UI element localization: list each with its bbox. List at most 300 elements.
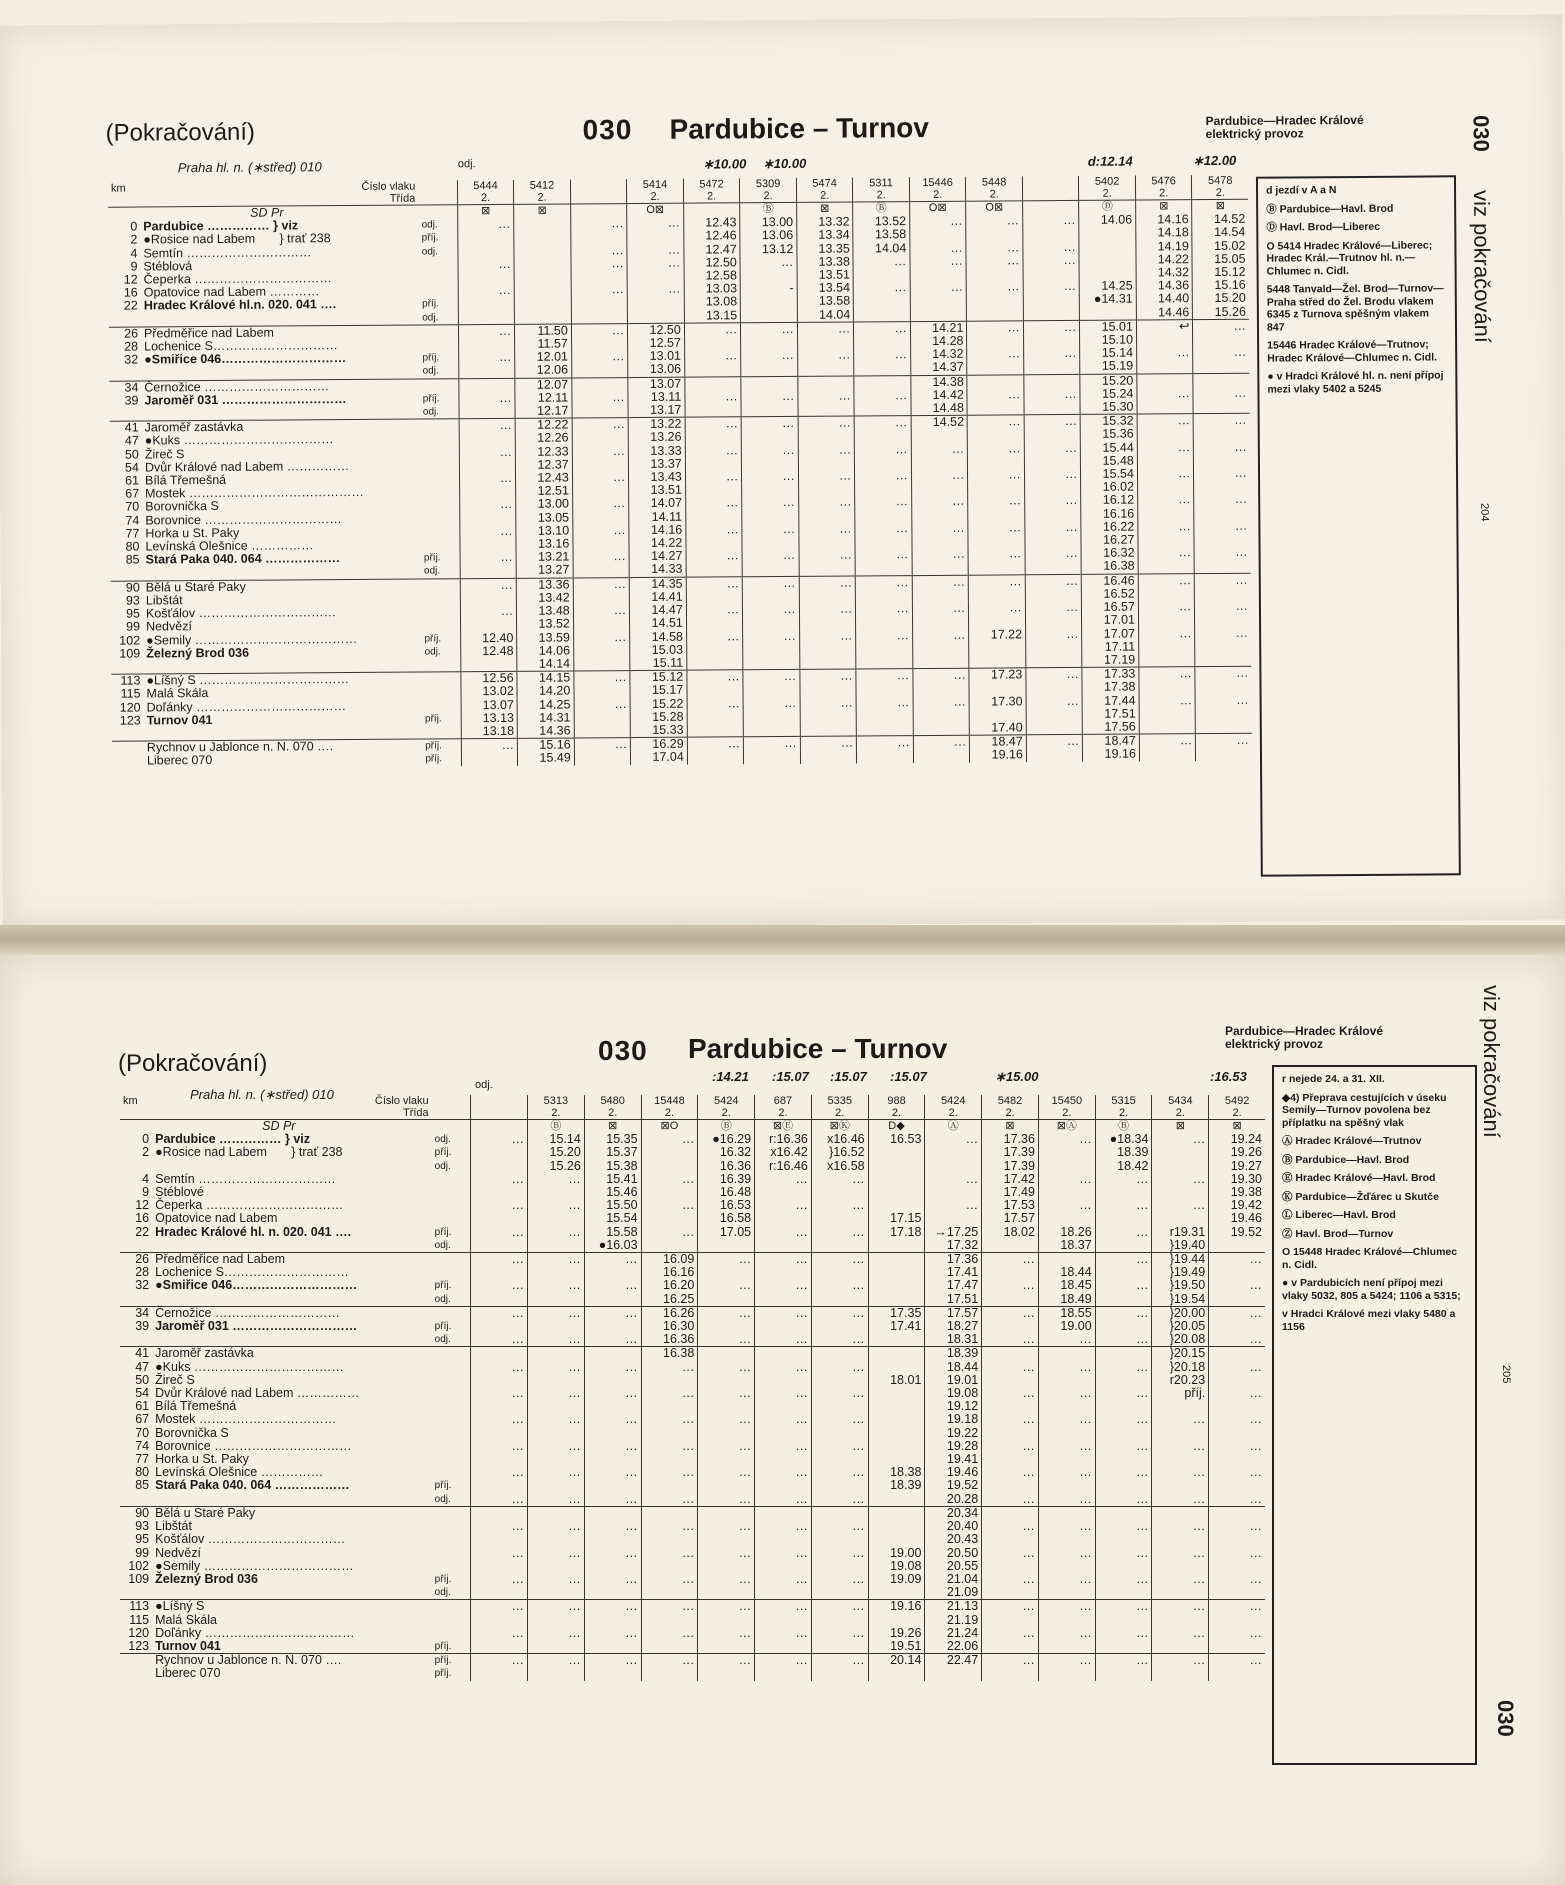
arr-dep-marker — [432, 1560, 471, 1573]
time-cell: … — [584, 1253, 641, 1267]
km-value: 115 — [129, 1612, 150, 1627]
origin-label: Praha hl. n. (∗střed) 010 — [190, 1087, 334, 1102]
time-cell: … — [1209, 1520, 1265, 1533]
time-cell: 13.38 — [797, 255, 854, 269]
time-cell: … — [684, 323, 741, 337]
time-cell: … — [1195, 693, 1251, 707]
time-cell — [641, 1160, 698, 1173]
station-name — [152, 1493, 432, 1507]
time-cell — [528, 1667, 585, 1680]
origin-time: d:12.14 — [1087, 153, 1133, 169]
km-value — [120, 1333, 152, 1347]
time-cell: … — [1139, 694, 1196, 708]
time-cell: … — [912, 495, 969, 509]
arr-dep-marker — [419, 325, 458, 339]
time-cell — [528, 1479, 585, 1492]
time-cell: 13.58 — [853, 229, 910, 243]
time-cell: … — [755, 1600, 812, 1614]
time-cell — [1095, 1586, 1152, 1600]
train-symbol: O⊠ — [909, 201, 966, 215]
time-cell: … — [572, 471, 629, 485]
time-cell — [471, 1212, 528, 1225]
time-cell: 15.02 — [1192, 239, 1248, 253]
time-cell: … — [1193, 387, 1249, 401]
time-cell: 18.39 — [1095, 1146, 1152, 1159]
time-cell: … — [685, 390, 742, 404]
station-name: ●Líšný S — [152, 1600, 432, 1614]
footnote: Ⓓ Havl. Brod—Liberec — [1266, 220, 1381, 234]
time-cell: 14.41 — [630, 591, 687, 605]
time-cell: … — [1095, 1627, 1152, 1640]
km-value: 61 — [125, 473, 140, 488]
time-cell: … — [461, 738, 518, 752]
time-cell: 13.08 — [684, 296, 741, 310]
arr-dep-marker — [421, 605, 460, 618]
origin-time: ∗12.00 — [1192, 152, 1237, 169]
time-cell: 14.58 — [630, 630, 687, 644]
arr-dep-marker — [420, 446, 459, 459]
time-cell — [854, 295, 911, 309]
train-symbol: ⊠Ⓐ — [1038, 1120, 1095, 1134]
time-cell: … — [857, 736, 914, 750]
time-cell — [811, 1533, 868, 1546]
time-cell: 14.11 — [629, 510, 686, 524]
time-cell: … — [799, 549, 856, 563]
time-cell: 15.19 — [1080, 360, 1137, 374]
time-cell: … — [627, 283, 684, 297]
time-cell: … — [1195, 600, 1251, 614]
time-cell: 16.36 — [698, 1160, 755, 1173]
time-cell — [1152, 1506, 1209, 1520]
time-cell: … — [1138, 494, 1195, 508]
time-cell: … — [1025, 601, 1082, 615]
time-cell — [868, 1586, 925, 1600]
time-cell: 19.12 — [925, 1400, 982, 1413]
time-cell: … — [471, 1573, 528, 1586]
time-cell — [969, 682, 1026, 696]
time-cell: 15.46 — [584, 1186, 641, 1199]
time-cell — [868, 1400, 925, 1413]
time-cell — [584, 1614, 641, 1627]
station-name: Semtín ………………………… — [143, 244, 312, 261]
time-cell — [982, 1293, 1039, 1307]
time-cell: 15.01 — [1080, 320, 1137, 334]
time-cell: 17.33 — [1082, 667, 1139, 681]
origin-row — [177, 152, 1237, 176]
table-row — [120, 1586, 1265, 1600]
train-number: 5434 2. — [1152, 1095, 1209, 1120]
time-cell: … — [685, 444, 742, 458]
station-name: Stéblové — [155, 1185, 204, 1200]
time-cell: … — [1095, 1600, 1152, 1614]
km-value: 54 — [124, 460, 139, 475]
time-cell: … — [1139, 734, 1196, 748]
train-number: 988 2. — [868, 1095, 925, 1120]
time-cell: … — [800, 736, 857, 750]
time-cell: 14.46 — [1136, 306, 1193, 320]
km-value: 77 — [135, 1452, 150, 1467]
time-cell: … — [982, 1333, 1039, 1347]
time-cell: … — [528, 1226, 585, 1239]
time-cell — [698, 1667, 755, 1680]
time-cell — [868, 1667, 925, 1680]
time-cell: 17.22 — [969, 628, 1026, 642]
km-value — [112, 727, 144, 741]
time-cell: 19.26 — [868, 1627, 925, 1640]
time-cell: … — [685, 470, 742, 484]
table-row — [120, 1493, 1265, 1507]
table-row — [120, 1306, 1265, 1320]
km-value: 39 — [124, 393, 139, 408]
time-cell: … — [912, 575, 969, 589]
time-cell: … — [584, 1493, 641, 1507]
time-cell — [1038, 1479, 1095, 1492]
time-cell — [856, 709, 913, 723]
table-row — [120, 1479, 1265, 1492]
arr-dep-marker: příj. — [434, 1668, 452, 1680]
time-cell — [687, 751, 744, 765]
station-name: Bělá u Staré Paky — [152, 1506, 432, 1520]
time-cell: 19.16 — [868, 1600, 925, 1614]
time-cell — [742, 430, 799, 444]
time-cell: … — [458, 284, 515, 298]
time-cell — [1095, 1479, 1152, 1492]
km-value: 74 — [135, 1438, 150, 1453]
time-cell: … — [982, 1253, 1039, 1267]
time-cell — [982, 1560, 1039, 1573]
origin-time: ∗15.00 — [995, 1069, 1039, 1084]
station-name: Mostek …………………………………… — [145, 485, 364, 501]
time-cell: … — [1195, 573, 1251, 587]
time-cell: … — [742, 444, 799, 458]
time-cell — [1095, 1506, 1152, 1520]
table-row — [120, 1506, 1265, 1520]
time-cell — [1095, 1560, 1152, 1573]
train-number: 5478 2. — [1192, 175, 1248, 200]
arr-dep-marker: odj. — [434, 1134, 451, 1146]
time-cell — [698, 1586, 755, 1600]
time-cell — [1139, 653, 1196, 667]
km-value — [110, 408, 142, 422]
time-cell: … — [811, 1361, 868, 1374]
time-cell: … — [528, 1306, 585, 1320]
train-symbol: ⊠ — [1192, 199, 1248, 213]
station-name: Hradec Králové hl. n. 020. 041 …. — [155, 1224, 352, 1239]
time-cell: 19.08 — [868, 1560, 925, 1573]
station-name: Jaroměř 031 ………………………… — [144, 391, 347, 408]
time-cell: … — [571, 350, 628, 364]
km-value: 77 — [125, 526, 140, 541]
time-cell: … — [687, 697, 744, 711]
arr-dep-marker: odj. — [434, 1293, 451, 1305]
time-cell: … — [1038, 1627, 1095, 1640]
origin-time: ∗10.00 — [762, 155, 807, 172]
time-cell: 19.26 — [1209, 1146, 1265, 1159]
time-cell: 14.25 — [517, 698, 574, 712]
time-cell: 16.29 — [631, 737, 688, 751]
time-cell — [1152, 1160, 1209, 1173]
time-cell: … — [1137, 414, 1194, 428]
time-cell: 14.40 — [1136, 293, 1193, 307]
time-cell — [925, 1212, 982, 1225]
time-cell — [1152, 1212, 1209, 1225]
table-row — [120, 1212, 1265, 1225]
time-cell — [868, 1440, 925, 1453]
time-cell — [755, 1640, 812, 1654]
time-cell — [868, 1520, 925, 1533]
time-cell: 18.01 — [868, 1374, 925, 1387]
time-cell: … — [798, 416, 855, 430]
km-value: 9 — [142, 1185, 150, 1200]
time-cell: … — [811, 1226, 868, 1239]
timetable — [120, 1095, 1265, 1681]
time-cell — [755, 1479, 812, 1492]
time-cell — [1195, 680, 1251, 694]
train-number: 5313 2. — [528, 1095, 585, 1120]
time-cell — [1038, 1640, 1095, 1654]
time-cell: }20.18 — [1152, 1361, 1209, 1374]
time-cell: … — [459, 472, 516, 486]
time-cell: … — [797, 349, 854, 363]
time-cell — [571, 310, 628, 324]
time-cell: … — [471, 1466, 528, 1479]
train-symbol: Ⓑ — [740, 202, 797, 216]
time-cell: … — [584, 1520, 641, 1533]
time-cell: 13.01 — [628, 350, 685, 364]
origin-time: :14.21 — [712, 1069, 749, 1084]
time-cell — [854, 402, 911, 416]
time-cell — [698, 1506, 755, 1520]
time-cell — [458, 310, 515, 324]
time-cell: … — [982, 1547, 1039, 1560]
time-cell — [811, 1614, 868, 1627]
footnote: ● v Pardubicích není přípoj mezi vlaky 5032, 805 a 5424; 1106 a 5315; — [1282, 1277, 1461, 1302]
km-value: 120 — [119, 700, 141, 715]
km-value: 113 — [111, 674, 143, 688]
time-cell — [755, 1427, 812, 1440]
time-cell: … — [910, 215, 967, 229]
route-title: Pardubice – Turnov — [688, 1033, 948, 1064]
time-cell: 19.01 — [925, 1374, 982, 1387]
arr-dep-marker — [432, 1212, 471, 1225]
arr-dep-marker: odj. — [422, 365, 439, 377]
time-cell: }19.44 — [1152, 1253, 1209, 1267]
time-cell — [744, 723, 801, 737]
time-cell: … — [471, 1547, 528, 1560]
time-cell: … — [471, 1387, 528, 1400]
time-cell: … — [811, 1654, 868, 1668]
time-cell: … — [458, 351, 515, 365]
time-cell — [912, 615, 969, 629]
time-cell — [574, 684, 631, 698]
time-cell: … — [584, 1440, 641, 1453]
time-cell: 17.57 — [925, 1306, 982, 1320]
time-cell: … — [641, 1600, 698, 1614]
km-value: 47 — [124, 433, 139, 449]
time-cell — [868, 1173, 925, 1186]
time-cell: 17.41 — [925, 1266, 982, 1279]
time-cell: … — [1024, 347, 1081, 361]
arr-dep-marker — [432, 1361, 471, 1374]
table-row — [120, 1614, 1265, 1627]
time-cell: … — [1209, 1361, 1265, 1374]
time-cell — [459, 405, 516, 419]
train-number: 5424 2. — [698, 1095, 755, 1120]
time-cell: … — [1038, 1493, 1095, 1507]
time-cell: … — [1209, 1493, 1265, 1507]
electric-note: Pardubice—Hradec Králové elektrický provoz — [1225, 1024, 1384, 1051]
time-cell: … — [528, 1627, 585, 1640]
km-value — [109, 313, 141, 327]
number-class-header: Číslo vlaku Třída — [152, 1095, 432, 1120]
time-cell — [800, 709, 857, 723]
time-cell: r:16.36 — [755, 1133, 812, 1146]
station-name: Předměřice nad Labem — [152, 1253, 432, 1267]
station-name: Stará Paka 040. 064 ……………… — [155, 1478, 350, 1493]
time-cell: 16.38 — [641, 1347, 698, 1361]
time-cell — [982, 1533, 1039, 1546]
time-cell — [514, 231, 571, 245]
time-cell: }19.50 — [1152, 1279, 1209, 1292]
station-name — [152, 1333, 432, 1347]
time-cell: … — [1209, 1279, 1265, 1292]
time-cell — [1038, 1533, 1095, 1546]
time-cell: … — [627, 243, 684, 257]
time-cell: 15.16 — [518, 738, 575, 752]
time-cell: 17.18 — [868, 1226, 925, 1239]
time-cell: … — [1023, 320, 1080, 334]
time-cell: 19.18 — [925, 1413, 982, 1426]
time-cell: … — [743, 576, 800, 590]
time-cell — [1152, 1614, 1209, 1627]
time-cell — [755, 1506, 812, 1520]
time-cell: 16.09 — [641, 1253, 698, 1267]
time-cell: 17.49 — [982, 1186, 1039, 1199]
time-cell: … — [528, 1199, 585, 1212]
time-cell — [799, 616, 856, 630]
time-cell: … — [471, 1226, 528, 1239]
time-cell — [969, 641, 1026, 655]
time-cell: … — [910, 281, 967, 295]
time-cell: … — [982, 1573, 1039, 1586]
time-cell: … — [811, 1573, 868, 1586]
time-cell — [1196, 747, 1252, 761]
time-cell: 19.52 — [925, 1479, 982, 1492]
time-cell: … — [800, 669, 857, 683]
time-cell: … — [1024, 415, 1081, 429]
table-row — [120, 1627, 1265, 1640]
time-cell: … — [1095, 1306, 1152, 1320]
time-cell — [528, 1614, 585, 1627]
time-cell — [573, 644, 630, 658]
time-cell: ●18.34 — [1095, 1133, 1152, 1146]
time-cell: … — [1095, 1493, 1152, 1507]
time-cell: 13.06 — [628, 363, 685, 377]
time-cell — [685, 431, 742, 445]
time-cell: 16.58 — [698, 1212, 755, 1225]
time-cell — [1095, 1239, 1152, 1253]
arr-dep-marker — [421, 512, 460, 525]
time-cell: … — [471, 1333, 528, 1347]
station-name: ●Rosice nad Labem } trať 238 — [155, 1145, 343, 1160]
time-cell: … — [1209, 1573, 1265, 1586]
time-cell: … — [528, 1547, 585, 1560]
time-cell — [1095, 1667, 1152, 1680]
time-cell — [584, 1586, 641, 1600]
time-cell: … — [1209, 1413, 1265, 1426]
time-cell: … — [1139, 667, 1196, 681]
time-cell: … — [967, 348, 1024, 362]
time-cell: … — [811, 1440, 868, 1453]
time-cell: … — [755, 1520, 812, 1533]
table-row — [120, 1667, 1265, 1680]
time-cell: … — [855, 496, 912, 510]
time-cell — [741, 362, 798, 376]
time-cell: 11.50 — [515, 324, 572, 338]
time-cell: … — [967, 321, 1024, 335]
time-cell: 17.30 — [969, 695, 1026, 709]
time-cell: … — [856, 669, 913, 683]
train-number: 15446 2. — [909, 177, 966, 202]
time-cell: 14.22 — [1136, 253, 1193, 267]
time-cell: 20.34 — [925, 1506, 982, 1520]
time-cell: … — [910, 241, 967, 255]
time-cell: 18.49 — [1038, 1293, 1095, 1307]
arr-dep-marker — [432, 1306, 471, 1320]
time-cell: 15.26 — [1193, 305, 1249, 319]
time-cell: 15.14 — [528, 1133, 585, 1146]
time-cell: … — [1024, 388, 1081, 402]
time-cell — [1025, 614, 1082, 628]
km-value — [111, 660, 143, 674]
time-cell — [743, 643, 800, 657]
station-name: Turnov 041 — [155, 1638, 221, 1653]
time-cell: … — [698, 1413, 755, 1426]
time-cell — [1209, 1533, 1265, 1546]
sd-label: SD Pr — [250, 205, 284, 220]
time-cell — [572, 432, 629, 446]
station-name: ●Kuks ……………………………… — [155, 1359, 344, 1374]
arr-dep-marker — [421, 592, 460, 605]
time-cell: 14.04 — [853, 242, 910, 256]
time-cell: 13.32 — [797, 216, 854, 230]
time-cell — [574, 657, 631, 671]
footnote: ● v Hradci Králové hl. n. není přípoj mezi vlaky 5402 a 5245 — [1267, 369, 1447, 396]
time-cell — [811, 1586, 868, 1600]
train-symbol: Ⓑ — [1095, 1120, 1152, 1134]
time-cell: … — [1023, 254, 1080, 268]
time-cell: 16.53 — [698, 1199, 755, 1212]
train-number: 5335 2. — [811, 1095, 868, 1120]
table-row — [120, 1347, 1265, 1361]
time-cell: … — [570, 217, 627, 231]
time-cell: … — [811, 1199, 868, 1212]
time-cell — [471, 1479, 528, 1492]
time-cell: … — [1038, 1600, 1095, 1614]
time-cell: 12.07 — [515, 378, 572, 392]
time-cell: … — [755, 1306, 812, 1320]
km-value: 2 — [142, 1145, 150, 1160]
time-cell: … — [911, 469, 968, 483]
time-cell: … — [741, 349, 798, 363]
time-cell — [574, 724, 631, 738]
time-cell: 19.28 — [925, 1440, 982, 1453]
time-cell: … — [742, 470, 799, 484]
time-cell: 14.36 — [518, 724, 575, 738]
km-value: 70 — [135, 1425, 150, 1440]
km-value — [111, 567, 143, 581]
arr-dep-marker: příj. — [422, 739, 461, 753]
